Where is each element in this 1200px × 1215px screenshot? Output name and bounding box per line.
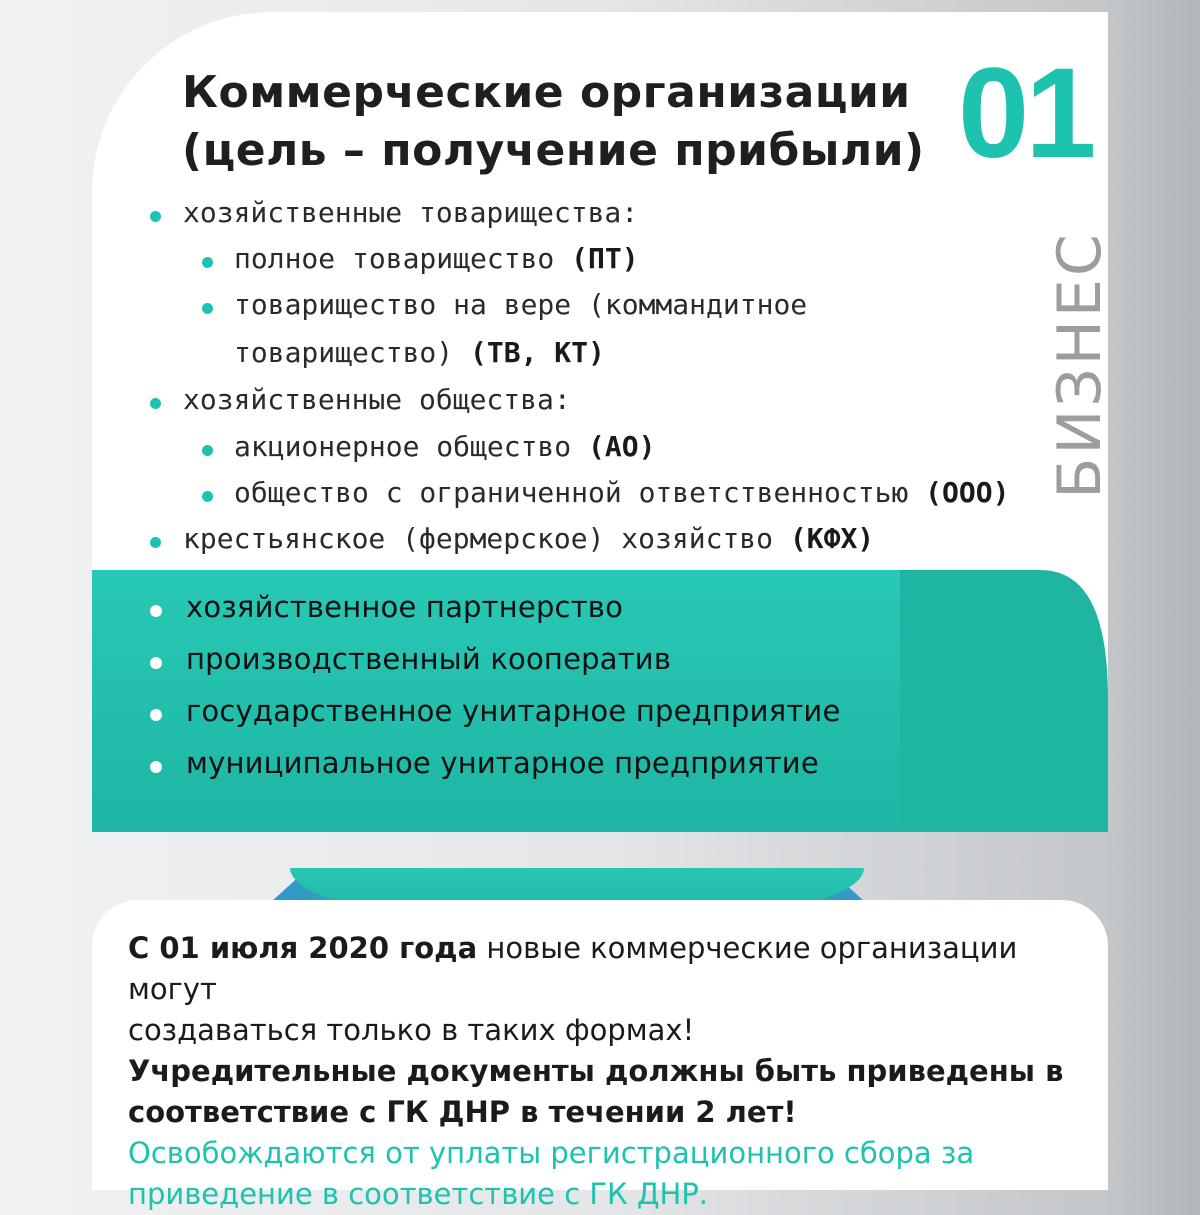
sub-item-label-line-2: товарищество) [234, 336, 471, 369]
sub-item-label: полное товарищество [234, 242, 572, 275]
sub-item-label-line-1: товарищество на вере (коммандитное [234, 288, 808, 321]
note-p3-line-2: приведение в соответствие с ГК ДНР. [128, 1177, 709, 1211]
bullet-icon [202, 303, 213, 314]
note-paragraph-3 [128, 1133, 1103, 1215]
bullet-icon [150, 657, 162, 669]
bullet-icon [202, 257, 213, 268]
band-item-label: производственный кооператив [186, 642, 672, 676]
title-line-1: Коммерческие организации [182, 67, 911, 118]
note-p2-line-1: Учредительные документы должны быть приведены в [128, 1054, 1064, 1088]
note-date: С 01 июля 2020 года [128, 931, 478, 965]
band-item-label: государственное унитарное предприятие [186, 694, 841, 728]
title-line-2: (цель – получение прибыли) [182, 125, 925, 176]
abbr-kfh: (КФХ) [789, 522, 875, 555]
note-p1-line-1: новые коммерческие организации могут [128, 931, 1018, 1006]
bullet-icon [150, 398, 161, 409]
bullet-icon [150, 761, 162, 773]
note-p1-line-2: создаваться только в таких формах! [128, 1013, 695, 1047]
note-p3-line-1: Освобождаются от уплаты регистрационного сбора за [128, 1136, 975, 1170]
note-paragraph-1 [128, 928, 1103, 1051]
bullet-icon [150, 537, 161, 548]
note-paragraph-2 [128, 1051, 1103, 1133]
note-p2-line-2: соответствие с ГК ДНР в течении 2 лет! [128, 1095, 797, 1129]
abbr-ooo: (ООО) [925, 476, 1010, 509]
sub-item-label: акционерное общество [234, 430, 589, 463]
bullet-icon [150, 605, 162, 617]
list-item-label: хозяйственные товарищества: [183, 196, 639, 229]
sub-item-label: общество с ограниченной ответственностью [234, 476, 926, 509]
bullet-icon [202, 491, 213, 502]
bullet-icon [202, 445, 213, 456]
bullet-icon [150, 211, 161, 222]
band-item-label: муниципальное унитарное предприятие [186, 746, 819, 780]
abbr-tv-kt: (ТВ, КТ) [470, 336, 605, 369]
abbr-ao: (АО) [588, 430, 656, 463]
note-text [128, 928, 1103, 1215]
band-item-label: хозяйственное партнерство [186, 590, 624, 624]
page-title [182, 64, 962, 180]
band-corner-curve [900, 470, 1110, 836]
abbr-pt: (ПТ) [571, 242, 639, 275]
side-vertical-label: БИЗНЕС [1045, 231, 1115, 499]
section-number: 01 [958, 42, 1093, 185]
bullet-icon [150, 709, 162, 721]
list-item-label: хозяйственные общества: [183, 383, 571, 416]
list-item-label: крестьянское (фермерское) хозяйство [183, 522, 790, 555]
